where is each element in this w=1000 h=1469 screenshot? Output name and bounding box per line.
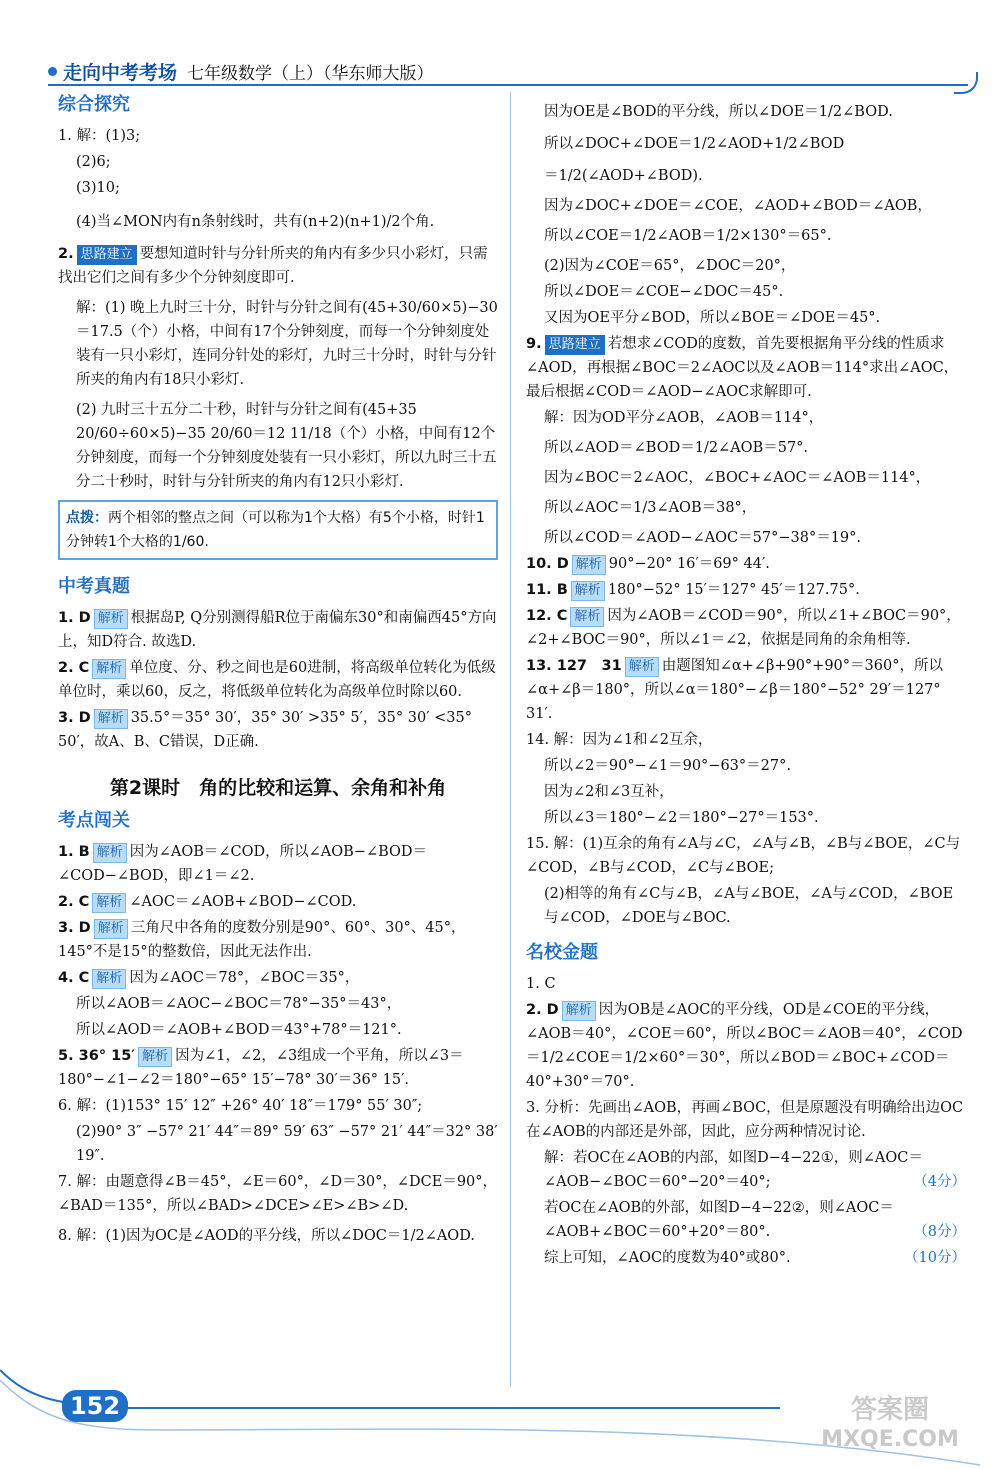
question-number: 9.: [526, 336, 542, 352]
answer-item: [58, 1044, 498, 1092]
answer-label: 3. D: [58, 920, 91, 936]
answer-text: 因为∠1，∠2，∠3组成一个平角，所以∠3＝180°−∠1−∠2＝180°−65° 15′−78° 30′＝36° 15′.: [58, 1048, 464, 1088]
answer-text: 根据岛P, Q分别测得船R位于南偏东30°和南偏西45°方向上，知D符合. 故选D.: [58, 610, 497, 650]
answer-label: 1. D: [58, 610, 91, 626]
series-title: 走向中考考场: [63, 61, 178, 84]
answer-text: 综上可知，∠AOC的度数为40°或80°.: [544, 1250, 791, 1266]
answer-text: 35.5°＝35° 30′，35° 30′ >35° 5′，35° 30′ <35° 50′，故A、B、C错误，D正确.: [58, 710, 472, 750]
tag-analysis: 解析: [94, 709, 128, 729]
answer-label: 2. C: [58, 660, 90, 676]
tag-analysis: 解析: [92, 893, 126, 913]
score-mark: （10分）: [904, 1250, 966, 1266]
question-2: [58, 242, 498, 290]
answer-line: 所以∠3＝180°−∠2＝180°−27°＝153°.: [544, 810, 819, 826]
answer-item: [58, 916, 498, 964]
tip-box: [58, 500, 498, 560]
right-column: [526, 90, 966, 1272]
tag-analysis: 解析: [570, 607, 604, 627]
solution-text: (2) 九时三十五分二十秒，时针与分针之间有(45+35 20/60÷60×5)−35 20/60＝12 11/18（个）小格，中间有12个分钟刻度，而每一个分钟刻度处装有一只小彩灯，所以九时三十五分二十秒时，时针与分针所夹的角内有12只小彩灯.: [76, 402, 497, 490]
tag-analysis: 解析: [92, 659, 126, 679]
answer-text: 因为∠AOB＝∠COD＝90°，所以∠1+∠BOC＝90°，∠2+∠BOC＝90°，所以∠1＝∠2，依据是同角的余角相等.: [526, 608, 961, 648]
answer-text: 因为∠AOC＝78°，∠BOC＝35°，: [129, 970, 360, 986]
answer-line: 所以∠AOD＝∠BOD＝1/2∠AOB＝57°.: [544, 440, 809, 456]
answer-text: ∠AOC＝∠AOB+∠BOD−∠COD.: [129, 894, 357, 910]
answer-item: [58, 606, 498, 654]
score-mark: （4分）: [913, 1174, 966, 1190]
answer-text: 因为∠AOB＝∠COD，所以∠AOB−∠BOD＝∠COD−∠BOD，即∠1＝∠2.: [58, 844, 428, 884]
tag-analysis: 解析: [92, 969, 126, 989]
answer-label: 4. C: [58, 970, 90, 986]
question-number: 2.: [58, 246, 74, 262]
answer-line: (2)因为∠COE＝65°，∠DOC＝20°，: [544, 258, 796, 274]
answer-text: 若OC在∠AOB的外部，如图D−4−22②，则∠AOC＝∠AOB+∠BOC＝60°+20°＝80°.: [544, 1200, 894, 1240]
answer-line: 1. C: [526, 976, 556, 992]
answer-text: 三角尺中各角的度数分别是90°、60°、30°、45°，145°不是15°的整数倍，因此无法作出.: [58, 920, 466, 960]
tag-analysis: 解析: [94, 609, 128, 629]
answer-line: (2)6;: [76, 154, 111, 170]
tag-thinking: 思路建立: [77, 245, 137, 265]
answer-item: [58, 966, 498, 990]
answer-line: 8. 解：(1)因为OC是∠AOD的平分线，所以∠DOC＝1/2∠AOD.: [58, 1228, 475, 1244]
page-number: 152: [62, 1390, 128, 1422]
answer-label: 2. C: [58, 894, 90, 910]
answer-item: [526, 654, 966, 726]
answer-item: [526, 998, 966, 1094]
answer-text: 因为OB是∠AOC的平分线，OD是∠COE的平分线，∠AOB＝40°，∠COE＝60°，所以∠BOC＝∠AOB＝40°，∠COD＝1/2∠COE＝1/2×60°＝30°，所以∠BOD＝∠BOC+∠COD＝40°+30°＝70°.: [526, 1002, 963, 1090]
tag-analysis: 解析: [571, 581, 605, 601]
answer-label: 12. C: [526, 608, 568, 624]
answer-text: 单位度、分、秒之间也是60进制，将高级单位转化为低级单位时，乘以60，反之，将低级单位转化为高级单位时除以60.: [58, 660, 496, 700]
watermark-line: 答案圈: [850, 1395, 929, 1425]
answer-item: [58, 840, 498, 888]
left-column: [58, 90, 498, 1250]
answer-line: (4)当∠MON内有n条射线时，共有(n+2)(n+1)/2个角.: [76, 214, 435, 230]
watermark-line: MXQE.COM: [821, 1427, 959, 1452]
tag-analysis: 解析: [93, 843, 127, 863]
answer-line: 所以∠AOD＝∠AOB+∠BOD＝43°+78°＝121°.: [76, 1022, 402, 1038]
answer-line: 6. 解：(1)153° 15′ 12″ +26° 40′ 18″＝179° 55′ 30″;: [58, 1098, 423, 1114]
column-divider: [510, 92, 511, 1387]
answer-line: 7. 解：由题意得∠B＝45°，∠E＝60°，∠D＝30°，∠DCE＝90°，∠BAD＝135°，所以∠BAD>∠DCE>∠E>∠B>∠D.: [58, 1174, 498, 1214]
section-heading: 考点闯关: [58, 810, 130, 831]
tag-analysis: 解析: [138, 1047, 172, 1067]
book-title: 七年级数学（上）（华东师大版）: [187, 63, 434, 84]
section-heading: 综合探究: [58, 94, 130, 115]
answer-item: [58, 706, 498, 754]
answer-text: 180°−52° 15′＝127° 45′＝127.75°.: [607, 582, 860, 598]
tip-text: 两个相邻的整点之间（可以称为1个大格）有5个小格，时针1分钟转1个大格的1/60.: [66, 510, 485, 550]
answer-label: 13. 127 31: [526, 658, 622, 674]
answer-line: 所以∠COE＝1/2∠AOB＝1/2×130°＝65°.: [544, 228, 832, 244]
score-mark: （8分）: [913, 1224, 966, 1240]
answer-item: [526, 578, 966, 602]
hint-text: 若想求∠COD的度数，首先要根据角平分线的性质求∠AOD，再根据∠BOC＝2∠AOC以及∠AOB＝114°求出∠AOC，最后根据∠COD＝∠AOD−∠AOC求解即可.: [526, 336, 959, 400]
answer-line: 又因为OE平分∠BOD，所以∠BOE＝∠DOE＝45°.: [544, 310, 881, 326]
answer-line: 因为OE是∠BOD的平分线，所以∠DOE＝1/2∠BOD.: [544, 104, 893, 120]
answer-item: [58, 656, 498, 704]
tag-analysis: 解析: [625, 657, 659, 677]
answer-line: 所以∠DOE＝∠COE−∠DOC＝45°.: [544, 284, 784, 300]
section-heading: 中考真题: [58, 576, 130, 597]
tip-title: 点拨：: [66, 510, 108, 526]
answer-text: 由题图知∠α+∠β+90°+90°＝360°，所以∠α+∠β＝180°，所以∠α＝180°−∠β＝180°−52° 29′＝127° 31′.: [526, 658, 943, 722]
answer-line: [526, 1146, 966, 1194]
answer-line: 所以∠AOC＝1/3∠AOB＝38°，: [544, 500, 757, 516]
answer-line: (2)90° 3″ −57° 21′ 44″＝89° 59′ 63″ −57° 21′ 44″＝32° 38′ 19″.: [76, 1124, 498, 1164]
tag-thinking: 思路建立: [545, 335, 605, 355]
answer-line: (3)10;: [76, 180, 120, 196]
answer-text: 解：若OC在∠AOB的内部，如图D−4−22①，则∠AOC＝∠AOB−∠BOC＝60°−20°＝40°;: [544, 1150, 923, 1190]
page-header: [48, 58, 434, 84]
answer-line: 所以∠COD＝∠AOD−∠AOC＝57°−38°＝19°.: [544, 530, 862, 546]
answer-label: 1. B: [58, 844, 90, 860]
answer-line: 3. 分析：先画出∠AOB，再画∠BOC，但是原题没有明确给出边OC在∠AOB的内部还是外部，因此，应分两种情况讨论.: [526, 1100, 964, 1140]
answer-label: 11. B: [526, 582, 568, 598]
answer-label: 10. D: [526, 556, 569, 572]
tag-analysis: 解析: [572, 555, 606, 575]
answer-label: 3. D: [58, 710, 91, 726]
section-heading: 名校金题: [526, 942, 598, 963]
answer-item: [58, 890, 498, 914]
answer-line: 所以∠AOB＝∠AOC−∠BOC＝78°−35°＝43°，: [76, 996, 402, 1012]
answer-line: [526, 1246, 966, 1270]
header-rule: [48, 84, 968, 86]
answer-line: 因为∠2和∠3互补，: [544, 784, 674, 800]
answer-line: [526, 1196, 966, 1244]
answer-line: 1. 解：(1)3;: [58, 128, 141, 144]
answer-item: [526, 604, 966, 652]
answer-line: 所以∠DOC+∠DOE＝1/2∠AOD+1/2∠BOD: [544, 136, 845, 152]
answer-line: 15. 解：(1)互余的角有∠A与∠C，∠A与∠B，∠B与∠BOE，∠C与∠COD，∠B与∠COD，∠C与∠BOE;: [526, 836, 961, 876]
answer-line: 所以∠2＝90°−∠1＝90°−63°＝27°.: [544, 758, 791, 774]
hint-text: 要想知道时针与分针所夹的角内有多少只小彩灯，只需找出它们之间有多少个分钟刻度即可.: [58, 246, 488, 286]
solution-text: 解：(1) 晚上九时三十分，时针与分针之间有(45+30/60×5)−30＝17.5（个）小格，中间有17个分钟刻度，而每一个分钟刻度处装有一只小彩灯，连同分针处的彩灯，九时三十分时，时针与分针所夹的角内有18只小彩灯.: [76, 300, 498, 388]
question-9: [526, 332, 966, 404]
tag-analysis: 解析: [94, 919, 128, 939]
answer-line: 解：因为OD平分∠AOB，∠AOB＝114°，: [544, 410, 824, 426]
lesson-title: 第2课时 角的比较和运算、余角和补角: [109, 777, 447, 799]
answer-line: 因为∠DOC+∠DOE＝∠COE，∠AOD+∠BOD＝∠AOB，: [544, 198, 932, 214]
answer-line: 14. 解：因为∠1和∠2互余，: [526, 732, 713, 748]
answer-label: 5. 36° 15′: [58, 1048, 136, 1064]
watermark: [800, 1395, 980, 1459]
bullet-dot-icon: [48, 67, 57, 76]
answer-label: 2. D: [526, 1002, 559, 1018]
answer-text: 90°−20° 16′＝69° 44′.: [608, 556, 770, 572]
answer-line: 因为∠BOC＝2∠AOC，∠BOC+∠AOC＝∠AOB＝114°，: [544, 470, 931, 486]
tag-analysis: 解析: [562, 1001, 596, 1021]
answer-item: [526, 552, 966, 576]
answer-line: ＝1/2(∠AOD+∠BOD).: [544, 168, 703, 184]
answer-line: (2)相等的角有∠C与∠B，∠A与∠BOE，∠A与∠COD，∠BOE与∠COD，∠DOE与∠BOC.: [544, 886, 954, 926]
